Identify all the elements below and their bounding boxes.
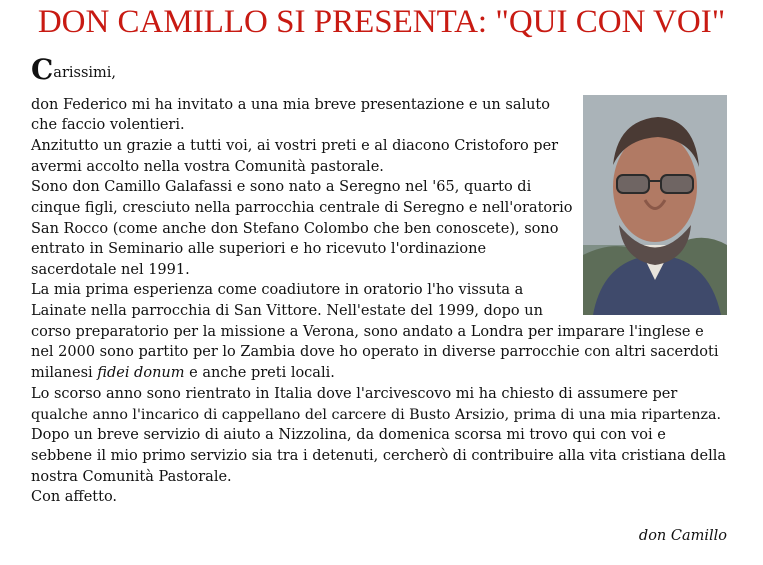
milanesi-before: milanesi — [31, 365, 98, 381]
body-line: che faccio volentieri. — [31, 117, 185, 133]
body-line: entrato in Seminario alle superiori e ho ricevuto l'ordinazione — [31, 241, 487, 257]
signature: don Camillo — [638, 528, 727, 544]
body-line: Lo scorso anno sono rientrato in Italia dove l'arcivescovo mi ha chiesto di assumere per — [31, 386, 678, 402]
body-line: sebbene il mio primo servizio sia tra i detenuti, cercherò di contribuire alla vita cristiana della — [31, 448, 727, 464]
body-line: don Federico mi ha invitato a una mia breve presentazione e un saluto — [31, 97, 550, 113]
body-line: San Rocco (come anche don Stefano Colombo che ben conoscete), sono — [31, 221, 559, 237]
salutation — [31, 53, 117, 86]
portrait-illustration — [583, 95, 727, 315]
body-line: Sono don Camillo Galafassi e sono nato a Seregno nel '65, quarto di — [31, 179, 532, 195]
body-line: nostra Comunità Pastorale. — [31, 469, 232, 485]
body-line: sacerdotale nel 1991. — [31, 262, 190, 278]
article-title: DON CAMILLO SI PRESENTA: "QUI CON VOI" — [37, 4, 726, 40]
body-line: cinque figli, cresciuto nella parrocchia centrale di Seregno e nell'oratorio — [31, 200, 573, 216]
body-line: corso preparatorio per la missione a Verona, sono andato a Londra per imparare l'inglese e — [31, 324, 704, 340]
body-line-milanesi — [31, 363, 335, 383]
body-line: Anzitutto un grazie a tutti voi, ai vostri preti e al diacono Cristoforo per — [31, 138, 559, 154]
body-line: Con affetto. — [31, 489, 118, 505]
drop-cap-initial: C — [31, 53, 54, 86]
body-line: La mia prima esperienza come coadiutore in oratorio l'ho vissuta a — [31, 282, 524, 298]
body-line: nel 2000 sono partito per lo Zambia dove ho operato in diverse parrocchie con altri sacerdoti — [31, 344, 719, 360]
body-line: avermi accolto nella vostra Comunità pastorale. — [31, 159, 384, 175]
fidei-donum-italic: fidei donum — [97, 365, 185, 381]
author-photo — [583, 95, 727, 315]
body-line: Dopo un breve servizio di aiuto a Nizzolina, da domenica scorsa mi trovo qui con voi e — [31, 427, 666, 443]
salutation-rest: arissimi, — [53, 65, 117, 81]
body-line: qualche anno l'incarico di cappellano del carcere di Busto Arsizio, prima di una mia ripartenza. — [31, 407, 722, 423]
milanesi-after: e anche preti locali. — [184, 365, 335, 381]
body-line: Lainate nella parrocchia di San Vittore. Nell'estate del 1999, dopo un — [31, 303, 543, 319]
